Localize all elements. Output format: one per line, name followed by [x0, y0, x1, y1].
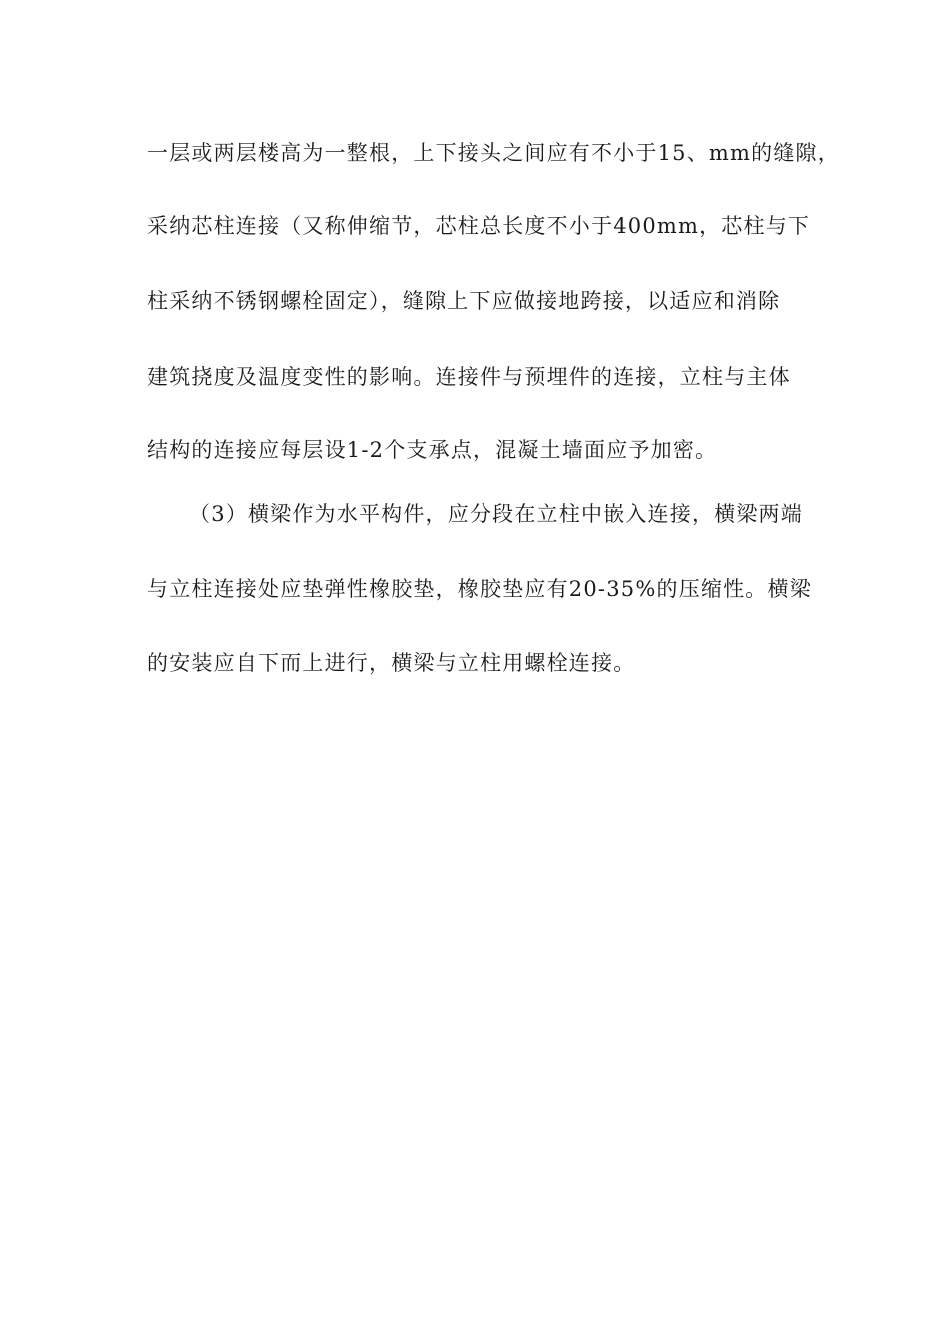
body-text-line-1: 一层或两层楼高为一整根，上下接头之间应有不小于15、mm的缝隙，: [147, 141, 840, 165]
body-text-line-7: 与立柱连接处应垫弹性橡胶垫，橡胶垫应有20-35%的压缩性。横梁: [147, 577, 812, 601]
body-text-line-8: 的安装应自下而上进行，横梁与立柱用螺栓连接。: [147, 651, 636, 675]
paragraph-3-first-line: （3）横梁作为水平构件，应分段在立柱中嵌入连接，横梁两端: [189, 502, 803, 526]
body-text-line-4: 建筑挠度及温度变性的影响。连接件与预埋件的连接，立柱与主体: [147, 365, 791, 389]
body-text-line-3: 柱采纳不锈钢螺栓固定），缝隙上下应做接地跨接，以适应和消除: [147, 289, 781, 313]
body-text-line-5: 结构的连接应每层设1-2个支承点，混凝土墙面应予加密。: [147, 438, 718, 462]
body-text-line-2: 采纳芯柱连接（又称伸缩节，芯柱总长度不小于400mm，芯柱与下: [147, 214, 811, 238]
